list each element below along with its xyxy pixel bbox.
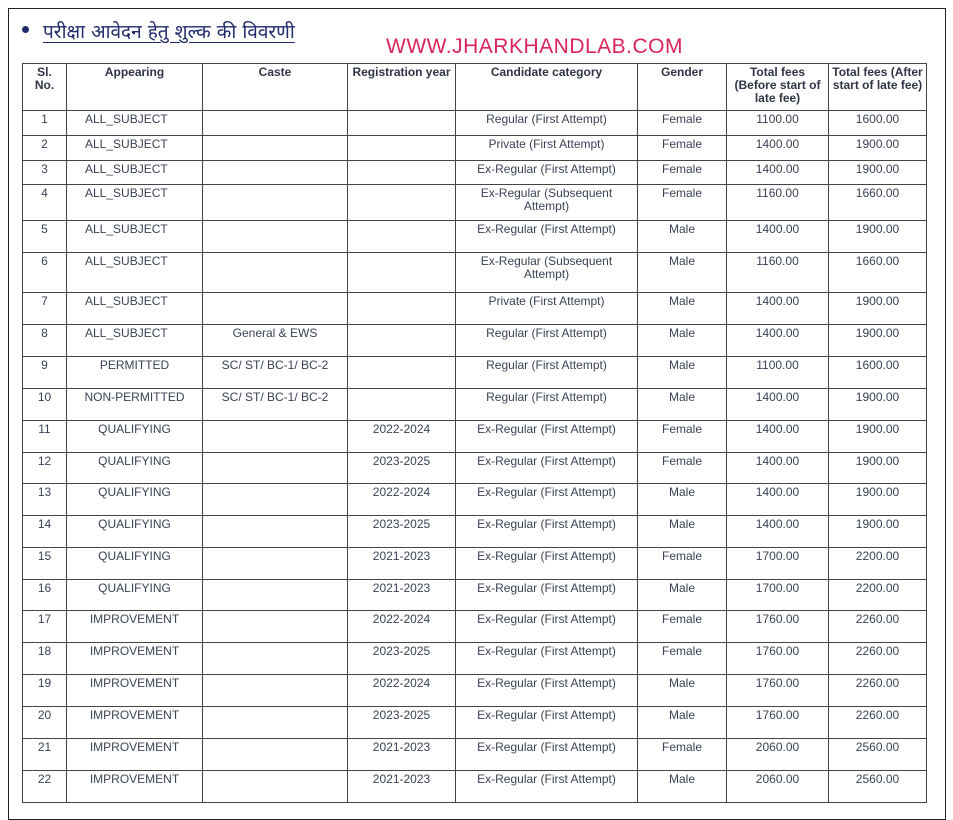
cell-caste xyxy=(203,707,348,739)
cell-gender: Female xyxy=(638,643,727,675)
cell-candidate-category: Ex-Regular (First Attempt) xyxy=(456,221,638,253)
cell-registration-year: 2022-2024 xyxy=(348,611,456,643)
cell-fees-before-late: 1400.00 xyxy=(727,293,829,325)
table-row xyxy=(23,111,927,136)
table-row xyxy=(23,325,927,357)
cell-candidate-category: Ex-Regular (First Attempt) xyxy=(456,643,638,675)
cell-fees-before-late: 1100.00 xyxy=(727,357,829,389)
cell-registration-year xyxy=(348,161,456,185)
cell-candidate-category: Regular (First Attempt) xyxy=(456,389,638,421)
cell-fees-before-late: 1400.00 xyxy=(727,221,829,253)
cell-caste xyxy=(203,484,348,516)
cell-fees-before-late: 1400.00 xyxy=(727,484,829,516)
cell-caste xyxy=(203,111,348,136)
cell-candidate-category: Ex-Regular (First Attempt) xyxy=(456,453,638,484)
cell-fees-before-late: 1760.00 xyxy=(727,675,829,707)
cell-appearing: NON-PERMITTED xyxy=(67,389,203,421)
cell-registration-year: 2021-2023 xyxy=(348,771,456,803)
cell-gender: Male xyxy=(638,516,727,548)
cell-sl-no: 11 xyxy=(23,421,67,453)
cell-fees-after-late: 1900.00 xyxy=(829,421,927,453)
cell-fees-before-late: 1760.00 xyxy=(727,643,829,675)
cell-fees-before-late: 1400.00 xyxy=(727,136,829,161)
cell-caste xyxy=(203,548,348,580)
cell-caste xyxy=(203,293,348,325)
cell-candidate-category: Ex-Regular (Subsequent Attempt) xyxy=(456,253,638,293)
cell-gender: Female xyxy=(638,136,727,161)
cell-gender: Female xyxy=(638,185,727,221)
cell-gender: Male xyxy=(638,253,727,293)
table-row xyxy=(23,421,927,453)
cell-sl-no: 15 xyxy=(23,548,67,580)
cell-gender: Female xyxy=(638,453,727,484)
cell-caste: General & EWS xyxy=(203,325,348,357)
table-row xyxy=(23,253,927,293)
table-row xyxy=(23,580,927,611)
cell-registration-year xyxy=(348,325,456,357)
cell-sl-no: 9 xyxy=(23,357,67,389)
cell-sl-no: 4 xyxy=(23,185,67,221)
cell-gender: Male xyxy=(638,484,727,516)
table-row xyxy=(23,293,927,325)
cell-appearing: ALL_SUBJECT xyxy=(67,136,203,161)
cell-sl-no: 8 xyxy=(23,325,67,357)
cell-gender: Female xyxy=(638,161,727,185)
cell-sl-no: 6 xyxy=(23,253,67,293)
header-sl-no: Sl. No. xyxy=(23,64,67,111)
cell-candidate-category: Regular (First Attempt) xyxy=(456,325,638,357)
cell-appearing: QUALIFYING xyxy=(67,580,203,611)
cell-appearing: QUALIFYING xyxy=(67,484,203,516)
header-appearing: Appearing xyxy=(67,64,203,111)
cell-fees-before-late: 1700.00 xyxy=(727,580,829,611)
table-row xyxy=(23,161,927,185)
cell-sl-no: 18 xyxy=(23,643,67,675)
cell-sl-no: 21 xyxy=(23,739,67,771)
cell-candidate-category: Ex-Regular (First Attempt) xyxy=(456,484,638,516)
header-registration-year: Registration year xyxy=(348,64,456,111)
cell-fees-before-late: 1100.00 xyxy=(727,111,829,136)
cell-caste xyxy=(203,161,348,185)
table-row xyxy=(23,357,927,389)
cell-registration-year xyxy=(348,185,456,221)
cell-registration-year: 2021-2023 xyxy=(348,580,456,611)
table-row xyxy=(23,771,927,803)
cell-gender: Female xyxy=(638,111,727,136)
header-gender: Gender xyxy=(638,64,727,111)
cell-fees-after-late: 2260.00 xyxy=(829,675,927,707)
cell-caste xyxy=(203,739,348,771)
cell-registration-year xyxy=(348,136,456,161)
cell-caste xyxy=(203,136,348,161)
cell-caste xyxy=(203,516,348,548)
cell-sl-no: 13 xyxy=(23,484,67,516)
cell-fees-before-late: 2060.00 xyxy=(727,739,829,771)
cell-appearing: ALL_SUBJECT xyxy=(67,161,203,185)
cell-fees-after-late: 1900.00 xyxy=(829,453,927,484)
cell-fees-after-late: 1660.00 xyxy=(829,185,927,221)
cell-fees-after-late: 2200.00 xyxy=(829,548,927,580)
cell-appearing: ALL_SUBJECT xyxy=(67,253,203,293)
cell-registration-year: 2023-2025 xyxy=(348,453,456,484)
cell-candidate-category: Ex-Regular (First Attempt) xyxy=(456,161,638,185)
cell-fees-before-late: 1400.00 xyxy=(727,453,829,484)
cell-appearing: PERMITTED xyxy=(67,357,203,389)
cell-fees-after-late: 1900.00 xyxy=(829,161,927,185)
cell-sl-no: 17 xyxy=(23,611,67,643)
cell-fees-before-late: 1400.00 xyxy=(727,421,829,453)
table-row xyxy=(23,185,927,221)
cell-gender: Female xyxy=(638,421,727,453)
cell-fees-after-late: 1900.00 xyxy=(829,389,927,421)
cell-fees-after-late: 1900.00 xyxy=(829,136,927,161)
cell-gender: Male xyxy=(638,675,727,707)
cell-caste: SC/ ST/ BC-1/ BC-2 xyxy=(203,389,348,421)
cell-gender: Female xyxy=(638,611,727,643)
cell-appearing: ALL_SUBJECT xyxy=(67,185,203,221)
cell-caste xyxy=(203,421,348,453)
cell-sl-no: 20 xyxy=(23,707,67,739)
cell-caste xyxy=(203,580,348,611)
cell-caste xyxy=(203,221,348,253)
cell-caste xyxy=(203,453,348,484)
bullet-icon xyxy=(22,26,29,33)
cell-sl-no: 7 xyxy=(23,293,67,325)
cell-appearing: ALL_SUBJECT xyxy=(67,111,203,136)
cell-candidate-category: Private (First Attempt) xyxy=(456,293,638,325)
cell-appearing: IMPROVEMENT xyxy=(67,707,203,739)
cell-gender: Male xyxy=(638,707,727,739)
cell-fees-after-late: 2260.00 xyxy=(829,707,927,739)
cell-registration-year: 2022-2024 xyxy=(348,421,456,453)
cell-appearing: ALL_SUBJECT xyxy=(67,293,203,325)
cell-gender: Male xyxy=(638,357,727,389)
cell-caste xyxy=(203,611,348,643)
header-caste: Caste xyxy=(203,64,348,111)
cell-fees-before-late: 1160.00 xyxy=(727,253,829,293)
cell-appearing: QUALIFYING xyxy=(67,421,203,453)
cell-fees-after-late: 2260.00 xyxy=(829,611,927,643)
cell-sl-no: 19 xyxy=(23,675,67,707)
cell-candidate-category: Ex-Regular (Subsequent Attempt) xyxy=(456,185,638,221)
cell-fees-after-late: 1900.00 xyxy=(829,484,927,516)
cell-registration-year: 2021-2023 xyxy=(348,739,456,771)
table-row xyxy=(23,389,927,421)
cell-fees-after-late: 2200.00 xyxy=(829,580,927,611)
cell-fees-before-late: 1400.00 xyxy=(727,161,829,185)
table-row xyxy=(23,484,927,516)
cell-gender: Male xyxy=(638,580,727,611)
cell-gender: Male xyxy=(638,293,727,325)
cell-appearing: IMPROVEMENT xyxy=(67,739,203,771)
cell-registration-year: 2021-2023 xyxy=(348,548,456,580)
watermark: WWW.JHARKHANDLAB.COM xyxy=(386,35,684,58)
cell-appearing: IMPROVEMENT xyxy=(67,675,203,707)
cell-gender: Female xyxy=(638,548,727,580)
cell-fees-before-late: 1700.00 xyxy=(727,548,829,580)
cell-registration-year xyxy=(348,253,456,293)
cell-gender: Male xyxy=(638,389,727,421)
cell-registration-year: 2023-2025 xyxy=(348,516,456,548)
cell-registration-year xyxy=(348,357,456,389)
cell-sl-no: 3 xyxy=(23,161,67,185)
cell-appearing: ALL_SUBJECT xyxy=(67,221,203,253)
cell-registration-year xyxy=(348,111,456,136)
cell-fees-after-late: 2560.00 xyxy=(829,771,927,803)
cell-candidate-category: Ex-Regular (First Attempt) xyxy=(456,580,638,611)
cell-registration-year xyxy=(348,221,456,253)
cell-candidate-category: Ex-Regular (First Attempt) xyxy=(456,516,638,548)
cell-fees-before-late: 1760.00 xyxy=(727,611,829,643)
cell-appearing: QUALIFYING xyxy=(67,453,203,484)
cell-sl-no: 5 xyxy=(23,221,67,253)
cell-gender: Male xyxy=(638,325,727,357)
cell-registration-year: 2023-2025 xyxy=(348,707,456,739)
cell-appearing: QUALIFYING xyxy=(67,548,203,580)
cell-fees-after-late: 1900.00 xyxy=(829,516,927,548)
cell-candidate-category: Regular (First Attempt) xyxy=(456,111,638,136)
header-fees-after-late: Total fees (After start of late fee) xyxy=(829,64,927,111)
header-candidate-category: Candidate category xyxy=(456,64,638,111)
cell-fees-before-late: 2060.00 xyxy=(727,771,829,803)
cell-fees-before-late: 1160.00 xyxy=(727,185,829,221)
table-row xyxy=(23,611,927,643)
cell-fees-before-late: 1400.00 xyxy=(727,389,829,421)
table-row xyxy=(23,707,927,739)
cell-fees-after-late: 1660.00 xyxy=(829,253,927,293)
cell-fees-before-late: 1400.00 xyxy=(727,516,829,548)
cell-fees-after-late: 1600.00 xyxy=(829,111,927,136)
cell-candidate-category: Ex-Regular (First Attempt) xyxy=(456,771,638,803)
cell-registration-year: 2022-2024 xyxy=(348,484,456,516)
section-title: परीक्षा आवेदन हेतु शुल्क की विवरणी xyxy=(22,18,295,44)
cell-appearing: IMPROVEMENT xyxy=(67,771,203,803)
cell-fees-after-late: 1900.00 xyxy=(829,293,927,325)
cell-sl-no: 2 xyxy=(23,136,67,161)
cell-registration-year: 2022-2024 xyxy=(348,675,456,707)
cell-appearing: IMPROVEMENT xyxy=(67,611,203,643)
cell-candidate-category: Ex-Regular (First Attempt) xyxy=(456,739,638,771)
cell-registration-year: 2023-2025 xyxy=(348,643,456,675)
fee-table xyxy=(22,63,927,803)
cell-candidate-category: Ex-Regular (First Attempt) xyxy=(456,548,638,580)
cell-fees-after-late: 1600.00 xyxy=(829,357,927,389)
cell-fees-before-late: 1400.00 xyxy=(727,325,829,357)
table-row xyxy=(23,548,927,580)
cell-appearing: ALL_SUBJECT xyxy=(67,325,203,357)
table-row xyxy=(23,516,927,548)
cell-gender: Male xyxy=(638,221,727,253)
cell-registration-year xyxy=(348,293,456,325)
cell-caste xyxy=(203,643,348,675)
cell-sl-no: 1 xyxy=(23,111,67,136)
cell-caste xyxy=(203,253,348,293)
table-row xyxy=(23,453,927,484)
cell-sl-no: 12 xyxy=(23,453,67,484)
header-fees-before-late: Total fees (Before start of late fee) xyxy=(727,64,829,111)
cell-caste xyxy=(203,675,348,707)
table-header-row xyxy=(23,64,927,111)
table-row xyxy=(23,136,927,161)
cell-candidate-category: Ex-Regular (First Attempt) xyxy=(456,675,638,707)
cell-candidate-category: Private (First Attempt) xyxy=(456,136,638,161)
cell-sl-no: 22 xyxy=(23,771,67,803)
cell-caste xyxy=(203,185,348,221)
cell-caste xyxy=(203,771,348,803)
cell-gender: Male xyxy=(638,771,727,803)
table-row xyxy=(23,643,927,675)
cell-candidate-category: Ex-Regular (First Attempt) xyxy=(456,421,638,453)
cell-sl-no: 16 xyxy=(23,580,67,611)
table-row xyxy=(23,675,927,707)
cell-candidate-category: Ex-Regular (First Attempt) xyxy=(456,611,638,643)
cell-registration-year xyxy=(348,389,456,421)
cell-gender: Female xyxy=(638,739,727,771)
cell-sl-no: 14 xyxy=(23,516,67,548)
cell-candidate-category: Regular (First Attempt) xyxy=(456,357,638,389)
cell-caste: SC/ ST/ BC-1/ BC-2 xyxy=(203,357,348,389)
cell-appearing: QUALIFYING xyxy=(67,516,203,548)
cell-fees-after-late: 1900.00 xyxy=(829,325,927,357)
cell-fees-before-late: 1760.00 xyxy=(727,707,829,739)
table-row xyxy=(23,739,927,771)
cell-fees-after-late: 2260.00 xyxy=(829,643,927,675)
cell-appearing: IMPROVEMENT xyxy=(67,643,203,675)
cell-fees-after-late: 2560.00 xyxy=(829,739,927,771)
cell-fees-after-late: 1900.00 xyxy=(829,221,927,253)
table-row xyxy=(23,221,927,253)
cell-candidate-category: Ex-Regular (First Attempt) xyxy=(456,707,638,739)
cell-sl-no: 10 xyxy=(23,389,67,421)
